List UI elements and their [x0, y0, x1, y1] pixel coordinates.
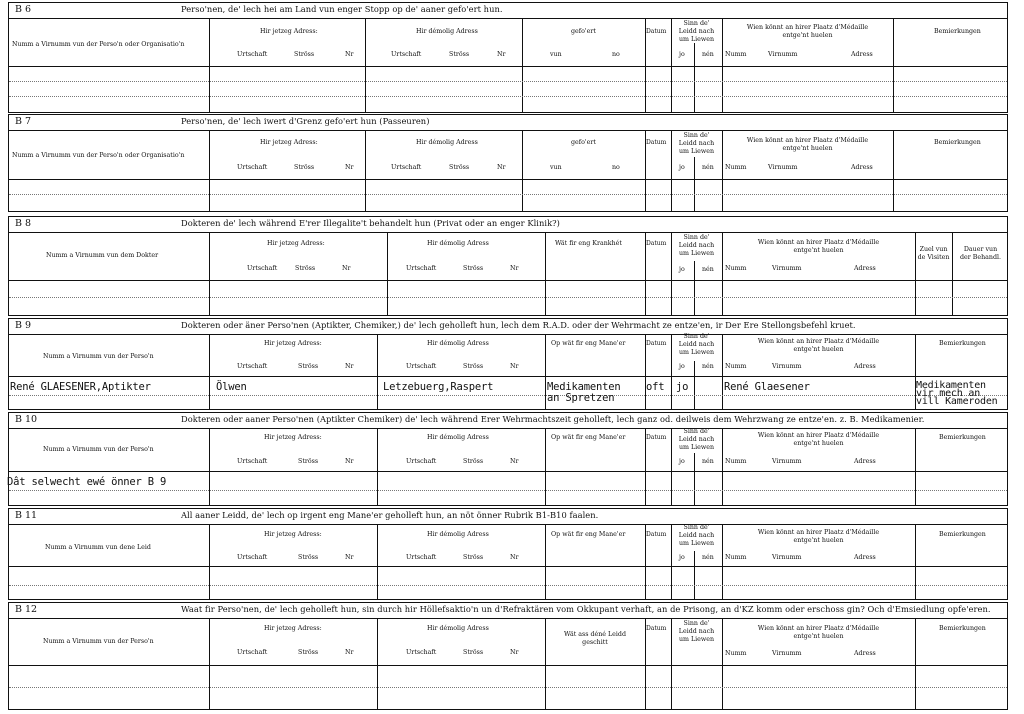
town-header: Urtschaft — [406, 554, 437, 561]
number-header: Nr — [345, 164, 354, 171]
driven-header: gefo'ert — [571, 139, 596, 146]
medal-name-header: Numm — [725, 51, 747, 58]
current-address-header: Hir jetzeg Adress: — [264, 625, 322, 632]
col-divider — [545, 232, 546, 315]
no-header: nén — [702, 51, 714, 58]
entry-current-town: Ölwen — [216, 381, 247, 393]
yes-header: jo — [679, 458, 685, 465]
town-header: Urtschaft — [237, 164, 268, 171]
number-header: Nr — [345, 458, 354, 465]
header-bottom-rule — [9, 376, 1007, 377]
no-header: nén — [702, 458, 714, 465]
no-header: nén — [702, 164, 714, 171]
current-address-header: Hir jetzeg Adress: — [264, 434, 322, 441]
medal-header: Wien könnt an hirer Plaatz d'Médaille entge'nt huelen — [746, 137, 869, 152]
medal-address-header: Adress — [851, 164, 873, 171]
from-header: vun — [550, 51, 562, 58]
yes-header: jo — [679, 164, 685, 171]
street-header: Ströss — [463, 458, 484, 465]
section-code: B 7 — [15, 116, 32, 127]
medal-address-header: Adress — [854, 363, 876, 370]
street-header: Ströss — [294, 164, 315, 171]
section-b7 — [8, 114, 1008, 212]
header-bottom-rule — [9, 471, 1007, 472]
medal-address-header: Adress — [854, 458, 876, 465]
entry-line — [9, 194, 1007, 195]
name-header: Numm a Virnumm vun der Perso'n oder Organisatio'n — [12, 41, 185, 48]
col-divider — [209, 524, 210, 599]
col-divider — [893, 18, 894, 112]
town-header: Urtschaft — [237, 363, 268, 370]
entry-remark-line2: vir mech an — [916, 388, 981, 399]
entry-line — [9, 395, 1007, 396]
street-header: Ströss — [449, 164, 470, 171]
name-header: Numm a Virnumm vun der Perso'n — [43, 638, 154, 645]
entry-line — [9, 585, 1007, 586]
number-header: Nr — [497, 164, 506, 171]
no-header: nén — [702, 363, 714, 370]
town-header: Urtschaft — [237, 554, 268, 561]
name-header: Numm a Virnumm vun der Perso'n oder Organisatio'n — [12, 152, 185, 159]
section-header — [9, 217, 1007, 233]
entry-remark-line1: Medikamenten — [916, 380, 986, 391]
section-title: Dokteren oder äner Perso'nen (Aptikter, Chemiker,) de' lech geholleft hun, lech dem R.A.D. oder der Wehrmacht ze entze'en, ir Der Ere Stellongsbefehl kruet. — [181, 320, 856, 330]
date-header: Datum — [646, 340, 667, 347]
medal-address-header: Adress — [854, 650, 876, 657]
col-divider — [694, 453, 695, 505]
header-bottom-rule — [9, 66, 1007, 67]
number-header: Nr — [510, 649, 519, 656]
number-header: Nr — [345, 649, 354, 656]
section-b6 — [8, 2, 1008, 113]
life-risk-header: Sinn de' Leidd nach um Liewen — [678, 428, 715, 451]
col-divider — [387, 232, 388, 315]
to-header: no — [612, 51, 620, 58]
remarks-header: Bemierkungen — [939, 434, 986, 441]
entry-line — [9, 687, 1007, 688]
section-code: B 8 — [15, 218, 32, 229]
section-title: Waat fir Perso'nen, de' lech geholleft hun, sin durch hir Höllefsaktio'n un d'Refraktären vom Okkupant verhaft, an de Prisong, an d'KZ komm oder erschoss gin? Och d'Emsiedlung opfe'eren. — [181, 604, 991, 614]
medal-header: Wien könnt an hirer Plaatz d'Médaille entge'nt huelen — [757, 432, 880, 447]
col-divider — [545, 428, 546, 505]
life-risk-header: Sinn de' Leidd nach um Liewen — [678, 524, 715, 547]
medal-firstname-header: Virnumm — [772, 554, 802, 561]
town-header: Urtschaft — [406, 363, 437, 370]
manner-header: Op wät fir eng Mane'er — [551, 434, 626, 441]
col-divider — [209, 618, 210, 709]
col-divider — [694, 43, 695, 112]
section-code: B 6 — [15, 4, 32, 15]
col-divider — [522, 130, 523, 211]
former-address-header: Hir démolig Adress — [416, 139, 478, 146]
life-risk-header: Sinn de' Leidd nach um Liewen — [678, 132, 715, 155]
col-divider — [915, 618, 916, 709]
date-header: Datum — [646, 625, 667, 632]
name-header: Numm a Virnumm vun der Perso'n — [43, 446, 154, 453]
col-divider — [209, 334, 210, 409]
town-header: Urtschaft — [406, 458, 437, 465]
current-address-header: Hir jetzeg Adress: — [267, 240, 325, 247]
section-title: Dokteren oder aaner Perso'nen (Aptikter Chemiker) de' lech während Erer Wehrmachtszeit geholleft, lech ganz od. deilweis dem Wehrzwang ze entze'en. z. B. Medikamenier. — [181, 414, 925, 424]
street-header: Ströss — [298, 649, 319, 656]
date-header: Datum — [646, 28, 667, 35]
section-code: B 9 — [15, 320, 32, 331]
street-header: Ströss — [463, 554, 484, 561]
driven-header: gefo'ert — [571, 28, 596, 35]
street-header: Ströss — [298, 554, 319, 561]
number-header: Nr — [345, 51, 354, 58]
entry-former-address: Letzebuerg,Raspert — [383, 381, 494, 393]
current-address-header: Hir jetzeg Adress: — [264, 531, 322, 538]
header-bottom-rule — [9, 280, 1007, 281]
number-header: Nr — [510, 458, 519, 465]
col-divider — [952, 232, 953, 315]
illness-header: Wät fir eng Krankhét — [555, 240, 622, 247]
remarks-header: Bemierkungen — [939, 340, 986, 347]
col-divider — [694, 551, 695, 599]
medal-name-header: Numm — [725, 650, 747, 657]
header-bottom-rule — [9, 665, 1007, 666]
entry-line — [9, 96, 1007, 97]
medal-name-header: Numm — [725, 265, 747, 272]
name-header: Numm a Virnumm vun dem Dokter — [46, 252, 159, 259]
entry-medal-name: René Glaesener — [724, 381, 810, 393]
entry-manner-line2: an Spretzen — [547, 392, 615, 404]
street-header: Ströss — [463, 265, 484, 272]
col-divider — [694, 261, 695, 315]
remarks-header: Bemierkungen — [939, 625, 986, 632]
life-risk-header: Sinn de' Leidd nach um Liewen — [678, 333, 715, 356]
col-divider — [365, 18, 366, 112]
section-title: Perso'nen, de' lech hei am Land vun enger Stopp op de' aaner gefo'ert hun. — [181, 4, 503, 14]
section-b9 — [8, 318, 1008, 410]
yes-header: jo — [679, 266, 685, 273]
medal-firstname-header: Virnumm — [768, 164, 798, 171]
col-divider — [915, 428, 916, 505]
town-header: Urtschaft — [406, 265, 437, 272]
town-header: Urtschaft — [391, 51, 422, 58]
entry-line — [9, 81, 1007, 82]
number-header: Nr — [345, 363, 354, 370]
number-header: Nr — [510, 363, 519, 370]
street-header: Ströss — [449, 51, 470, 58]
number-header: Nr — [510, 265, 519, 272]
name-header: Numm a Virnumm vun dene Leid — [45, 544, 151, 551]
street-header: Ströss — [298, 458, 319, 465]
visits-header: Zuel vun de Visiten — [917, 246, 950, 261]
town-header: Urtschaft — [406, 649, 437, 656]
manner-header: Op wät fir eng Mane'er — [551, 531, 626, 538]
section-title: Dokteren de' lech während E'rer Illegalite't behandelt hun (Privat oder an enger Klinik?) — [181, 218, 560, 228]
col-divider — [209, 232, 210, 315]
section-b12 — [8, 602, 1008, 710]
medal-firstname-header: Virnumm — [772, 650, 802, 657]
manner-header: Op wät fir eng Mane'er — [551, 340, 626, 347]
number-header: Nr — [497, 51, 506, 58]
col-divider — [915, 524, 916, 599]
header-bottom-rule — [9, 566, 1007, 567]
entry-line — [9, 490, 1007, 491]
col-divider — [209, 428, 210, 505]
medal-address-header: Adress — [854, 554, 876, 561]
number-header: Nr — [510, 554, 519, 561]
no-header: nén — [702, 266, 714, 273]
yes-header: jo — [679, 363, 685, 370]
section-header — [9, 509, 1007, 525]
col-divider — [377, 618, 378, 709]
section-title: All aaner Leidd, de' lech op irgent eng Mane'er geholleft hun, an nöt önner Rubrik B1-B10 faalen. — [181, 510, 599, 520]
town-header: Urtschaft — [391, 164, 422, 171]
section-code: B 10 — [15, 414, 38, 425]
number-header: Nr — [345, 554, 354, 561]
remarks-header: Bemierkungen — [934, 28, 981, 35]
section-b11 — [8, 508, 1008, 600]
col-divider — [545, 334, 546, 409]
header-bottom-rule — [9, 179, 1007, 180]
entry-remark-line3: vill Kameroden — [916, 396, 998, 407]
medal-header: Wien könnt an hirer Plaatz d'Médaille entge'nt huelen — [757, 338, 880, 353]
col-divider — [365, 130, 366, 211]
medal-header: Wien könnt an hirer Plaatz d'Médaille entge'nt huelen — [746, 24, 869, 39]
life-risk-header: Sinn de' Leidd nach um Liewen — [678, 20, 715, 43]
no-header: nén — [702, 554, 714, 561]
to-header: no — [612, 164, 620, 171]
section-title: Perso'nen, de' lech iwert d'Grenz gefo'ert hun (Passeuren) — [181, 116, 430, 126]
life-risk-header: Sinn de' Leidd nach um Liewen — [678, 620, 715, 643]
street-header: Ströss — [298, 363, 319, 370]
yes-header: jo — [679, 51, 685, 58]
town-header: Urtschaft — [247, 265, 278, 272]
col-divider — [893, 130, 894, 211]
entry-same-as-b9: Dât selwecht ewé önner B 9 — [7, 476, 167, 488]
town-header: Urtschaft — [237, 458, 268, 465]
medal-name-header: Numm — [725, 458, 747, 465]
medal-header: Wien könnt an hirer Plaatz d'Médaille entge'nt huelen — [757, 239, 880, 254]
street-header: Ströss — [294, 51, 315, 58]
remarks-header: Bemierkungen — [934, 139, 981, 146]
number-header: Nr — [342, 265, 351, 272]
current-address-header: Hir jetzeg Adress: — [264, 340, 322, 347]
date-header: Datum — [646, 240, 667, 247]
medal-firstname-header: Virnumm — [768, 51, 798, 58]
entry-yes: jo — [676, 381, 689, 393]
name-header: Numm a Virnumm vun der Perso'n — [43, 353, 154, 360]
date-header: Datum — [646, 139, 667, 146]
entry-date: oft — [646, 381, 665, 393]
former-address-header: Hir démolig Adress — [427, 340, 489, 347]
what-happened-header: Wät ass déné Leidd geschitt — [564, 631, 626, 646]
date-header: Datum — [646, 434, 667, 441]
street-header: Ströss — [463, 363, 484, 370]
col-divider — [377, 524, 378, 599]
town-header: Urtschaft — [237, 649, 268, 656]
medal-name-header: Numm — [725, 554, 747, 561]
current-address-header: Hir jetzeg Adress: — [260, 139, 318, 146]
entry-manner-line1: Medikamenten — [547, 381, 621, 393]
col-divider — [209, 130, 210, 211]
current-address-header: Hir jetzeg Adress: — [260, 28, 318, 35]
date-header: Datum — [646, 531, 667, 538]
medal-address-header: Adress — [851, 51, 873, 58]
col-divider — [694, 361, 695, 409]
entry-person-name: René GLAESENER,Aptikter — [10, 381, 151, 393]
medal-header: Wien könnt an hirer Plaatz d'Médaille entge'nt huelen — [757, 529, 880, 544]
medal-header: Wien könnt an hirer Plaatz d'Médaille entge'nt huelen — [757, 625, 880, 640]
street-header: Ströss — [295, 265, 316, 272]
section-code: B 12 — [15, 604, 38, 615]
col-divider — [377, 428, 378, 505]
yes-header: jo — [679, 554, 685, 561]
col-divider — [545, 524, 546, 599]
section-header — [9, 115, 1007, 131]
former-address-header: Hir démolig Adress — [427, 531, 489, 538]
medal-firstname-header: Virnumm — [772, 265, 802, 272]
town-header: Urtschaft — [237, 51, 268, 58]
street-header: Ströss — [463, 649, 484, 656]
section-header — [9, 3, 1007, 19]
life-risk-header: Sinn de' Leidd nach um Liewen — [678, 234, 715, 257]
section-header — [9, 413, 1007, 429]
former-address-header: Hir démolig Adress — [416, 28, 478, 35]
col-divider — [377, 334, 378, 409]
col-divider — [694, 157, 695, 211]
duration-header: Dauer vun der Behandl. — [959, 246, 1002, 261]
col-divider — [209, 18, 210, 112]
col-divider — [915, 232, 916, 315]
former-address-header: Hir démolig Adress — [427, 625, 489, 632]
medal-name-header: Numm — [725, 363, 747, 370]
medal-firstname-header: Virnumm — [772, 458, 802, 465]
remarks-header: Bemierkungen — [939, 531, 986, 538]
medal-firstname-header: Virnumm — [772, 363, 802, 370]
entry-line — [9, 297, 1007, 298]
medal-name-header: Numm — [725, 164, 747, 171]
section-b8 — [8, 216, 1008, 316]
section-header — [9, 319, 1007, 335]
section-code: B 11 — [15, 510, 38, 521]
section-header — [9, 603, 1007, 619]
former-address-header: Hir démolig Adress — [427, 240, 489, 247]
col-divider — [522, 18, 523, 112]
former-address-header: Hir démolig Adress — [427, 434, 489, 441]
medal-address-header: Adress — [854, 265, 876, 272]
section-b10 — [8, 412, 1008, 506]
from-header: vun — [550, 164, 562, 171]
